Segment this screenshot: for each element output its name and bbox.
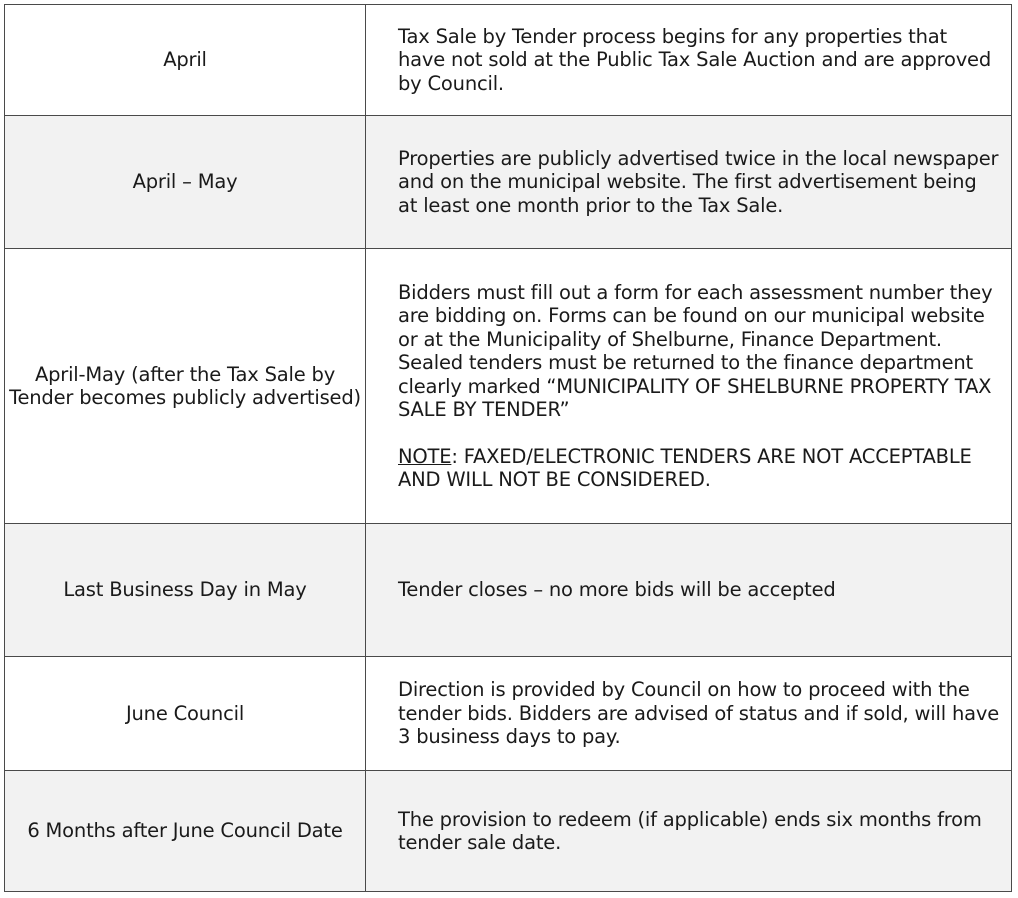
description-cell: The provision to redeem (if applicable) ends six months from tender sale date. (366, 771, 1012, 892)
description-cell: Tender closes – no more bids will be accepted (366, 524, 1012, 657)
description-cell: Direction is provided by Council on how to proceed with the tender bids. Bidders are advised of status and if sold, will have 3 business days to pay. (366, 657, 1012, 771)
table-row (5, 524, 1012, 657)
timeline-cell: April (5, 5, 366, 116)
timeline-cell: April – May (5, 116, 366, 249)
table-row (5, 771, 1012, 892)
timeline-cell: Last Business Day in May (5, 524, 366, 657)
tax-sale-schedule-table (4, 4, 1012, 892)
table-row (5, 249, 1012, 524)
spacer (398, 422, 999, 445)
description-cell: Tax Sale by Tender process begins for any properties that have not sold at the Public Tax Sale Auction and are approved by Council. (366, 5, 1012, 116)
timeline-cell: April-May (after the Tax Sale by Tender becomes publicly advertised) (5, 249, 366, 524)
timeline-cell: 6 Months after June Council Date (5, 771, 366, 892)
timeline-cell: June Council (5, 657, 366, 771)
description-cell (366, 249, 1012, 524)
note-text: : FAXED/ELECTRONIC TENDERS ARE NOT ACCEPTABLE AND WILL NOT BE CONSIDERED. (398, 444, 972, 491)
note-label: NOTE (398, 444, 452, 468)
table-row (5, 5, 1012, 116)
description-cell: Properties are publicly advertised twice in the local newspaper and on the municipal website. The first advertisement being at least one month prior to the Tax Sale. (366, 116, 1012, 249)
table-row (5, 116, 1012, 249)
description-text: Bidders must fill out a form for each assessment number they are bidding on. Forms can be found on our municipal website or at the Municipality of Shelburne, Finance Department. Sealed tenders must be returned to the finance department clearly marked “MUNICIPALITY OF SHELBURNE PROPERTY TAX SALE BY TENDER” (398, 280, 993, 421)
table-row (5, 657, 1012, 771)
